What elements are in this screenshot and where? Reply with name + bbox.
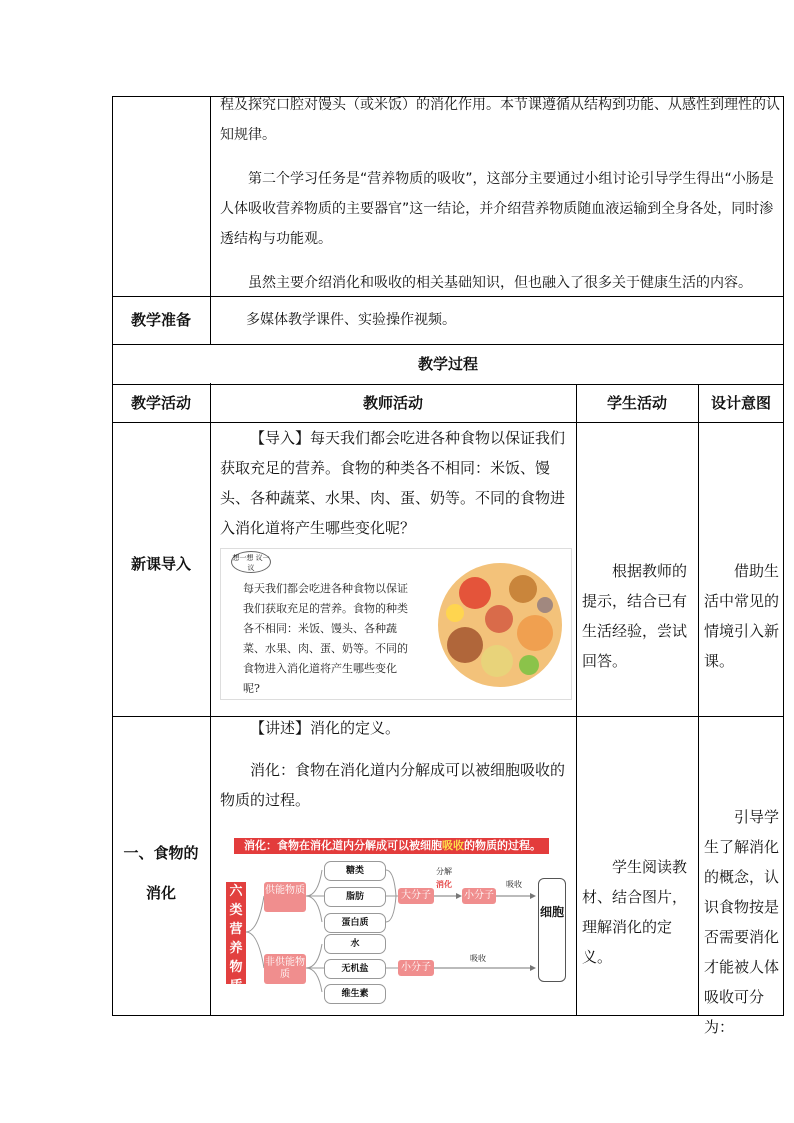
think-bubble: 想一想 议一议 [231,551,271,573]
intro-paragraph-3: 虽然主要介绍消化和吸收的相关基础知识，但也融入了很多关于健康生活的内容。 [248,275,752,291]
nutrient-sugar: 糖类 [324,861,386,881]
nutrient-vitamin: 维生素 [324,984,386,1004]
header-teacher: 教师活动 [362,394,423,412]
header-design: 设计意图 [710,394,771,412]
row2-activity [112,833,210,913]
table-border [698,384,699,1016]
food-collage-image [435,553,565,693]
row1-teacher: 【导入】每天我们都会吃进各种食物以保证我们获取充足的营养。食物的种类各不相同：米饭、馒头、各种蔬菜、水果、肉、蛋、奶等。不同的食物进入消化道将产生哪些变化呢？ [220,429,566,537]
decompose-label: 分解 [436,867,452,876]
nutrient-water: 水 [324,934,386,954]
intro-paragraph-2: 第二个学习任务是“营养物质的吸收”，这部分主要通过小组讨论引导学生得出“小肠是人体吸收营养物质的主要器官”这一结论，并介绍营养物质随血液运输到全身各处，同时渗透结构与功能观。 [220,171,774,247]
row1-design: 借助生活中常见的情境引入新课。 [704,562,780,670]
non-energy-nutrients: 非供能物质 [264,954,306,984]
nutrient-protein: 蛋白质 [324,913,386,933]
row2-teacher-p1: 【讲述】消化的定义。 [250,719,401,737]
intro-slide [220,548,572,700]
intro-paragraph-1: 程及探究口腔对馒头（或米饭）的消化作用。本节课遵循从结构到功能、从感性到理性的认知规律。 [220,97,780,143]
prep-value: 多媒体教学课件、实验操作视频。 [246,312,456,328]
six-nutrients-label: 六类营养物质 [226,882,246,984]
big-molecule: 大分子 [398,888,434,904]
table-border [210,96,211,344]
definition-banner: 消化：食物在消化道内分解成可以被细胞吸收的物质的过程。 [234,838,549,854]
digest-label: 消化 [436,880,452,889]
prep-label: 教学准备 [130,311,191,329]
table-border [783,96,784,1016]
small-molecule-direct: 小分子 [398,960,434,976]
absorb-label: 吸收 [506,880,522,889]
header-activity: 教学活动 [130,394,191,412]
slide-text: 每天我们都会吃进各种食物以保证我们获取充足的营养。食物的种类各不相同：米饭、馒头、各种蔬菜、水果、肉、蛋、奶等。不同的食物进入消化道将产生哪些变化呢? [243,582,408,695]
nutrient-fat: 脂肪 [324,887,386,907]
row2-teacher-p2: 消化：食物在消化道内分解成可以被细胞吸收的物质的过程。 [220,761,566,809]
row2-student: 学生阅读教材、结合图片，理解消化的定义。 [582,858,688,966]
row2-activity-line1: 一、食物的 [123,844,199,862]
intro-text [220,90,780,298]
absorb-label-2: 吸收 [470,954,486,963]
header-student: 学生活动 [606,394,667,412]
small-molecule: 小分子 [462,888,496,904]
table-border [576,384,577,1016]
lesson-table [112,96,784,1036]
process-title: 教学过程 [417,355,478,373]
energy-nutrients: 供能物质 [264,882,306,912]
table-border [112,384,784,385]
table-border [112,1015,784,1016]
row1-activity: 新课导入 [130,555,191,573]
row2-teacher [220,713,572,815]
row1-student: 根据教师的提示，结合已有生活经验，尝试回答。 [582,562,688,670]
row2-activity-line2: 消化 [145,884,176,902]
row2-design: 引导学生了解消化的概念，认识食物按是否需要消化才能被人体吸收可分为： [704,808,780,1036]
diagram-connectors [224,834,574,1012]
cell-box: 细胞 [538,878,566,982]
digestion-diagram [224,834,574,1012]
nutrient-mineral: 无机盐 [324,959,386,979]
